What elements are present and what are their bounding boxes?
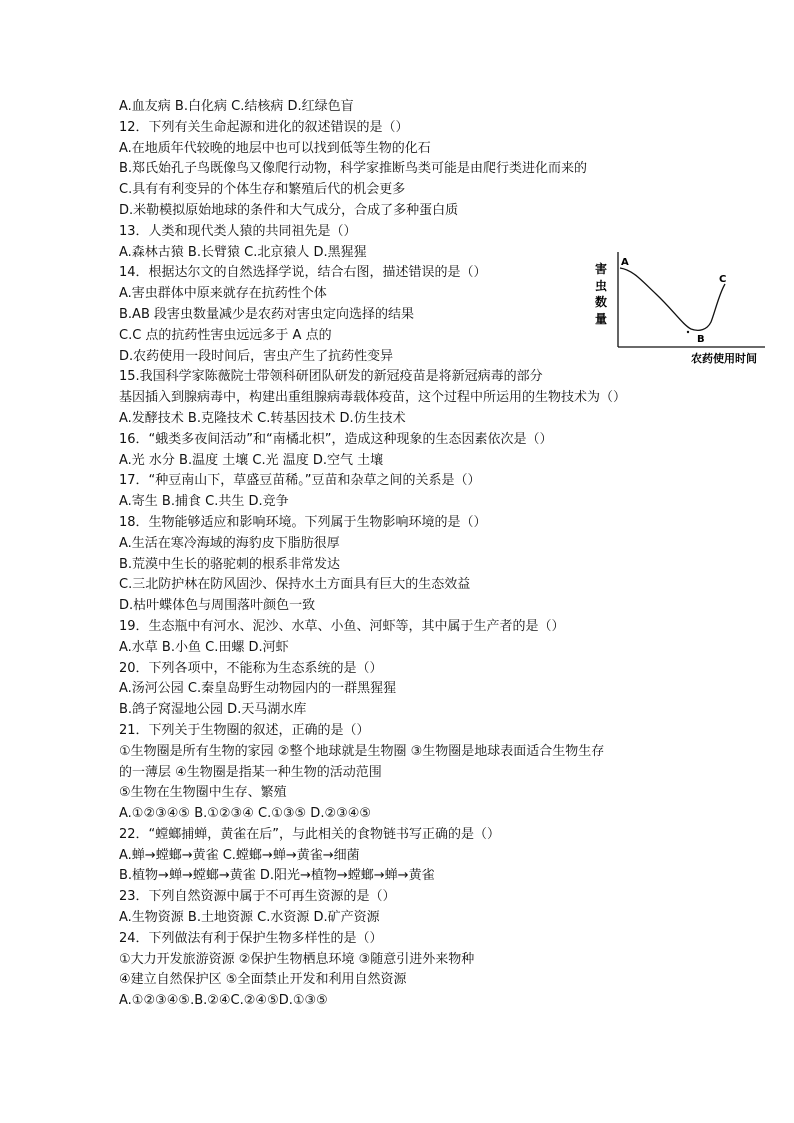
text-line: A.寄生 B.捕食 C.共生 D.竞争 bbox=[119, 494, 289, 510]
text-line: 16．“蛾类多夜间活动”和“南橘北枳”，造成这种现象的生态因素依次是（） bbox=[119, 431, 553, 447]
text-line: 基因插入到腺病毒中，构建出重组腺病毒载体疫苗，这个过程中所运用的生物技术为（） bbox=[119, 390, 627, 406]
text-line: 的一薄层 ④生物圈是指某一种生物的活动范围 bbox=[119, 764, 382, 780]
text-line: 15.我国科学家陈薇院士带领科研团队研发的新冠疫苗是将新冠病毒的部分 bbox=[119, 369, 543, 385]
text-line: 23．下列自然资源中属于不可再生资源的是（） bbox=[119, 889, 396, 905]
text-line: 19．生态瓶中有河水、泥沙、水草、小鱼、河虾等，其中属于生产者的是（） bbox=[119, 618, 565, 634]
text-line: A.水草 B.小鱼 C.田螺 D.河虾 bbox=[119, 639, 289, 655]
text-line: 20．下列各项中，不能称为生态系统的是（） bbox=[119, 660, 383, 676]
text-line: A.在地质年代较晚的地层中也可以找到低等生物的化石 bbox=[119, 140, 431, 156]
point-a-label: A bbox=[621, 257, 629, 268]
text-line: ①大力开发旅游资源 ②保护生物栖息环境 ③随意引进外来物种 bbox=[119, 951, 475, 967]
text-line: C.三北防护林在防风固沙、保持水土方面具有巨大的生态效益 bbox=[119, 577, 471, 593]
text-line: 22．“螳螂捕蝉，黄雀在后”，与此相关的食物链书写正确的是（） bbox=[119, 826, 501, 842]
point-b-dot bbox=[687, 331, 689, 333]
text-line: 21．下列关于生物圈的叙述，正确的是（） bbox=[119, 722, 370, 738]
pest-resistance-graph bbox=[591, 250, 771, 365]
y-axis-label-char-3: 数 bbox=[595, 295, 608, 309]
y-axis-label-char-1: 害 bbox=[595, 262, 608, 276]
text-line: ①生物圈是所有生物的家园 ②整个地球就是生物圈 ③生物圈是地球表面适合生物生存 bbox=[119, 743, 605, 759]
text-line: A.生活在寒冷海域的海豹皮下脂肪很厚 bbox=[119, 535, 340, 551]
text-line: A.生物资源 B.土地资源 C.水资源 D.矿产资源 bbox=[119, 910, 380, 926]
text-line: A.①②③④⑤ B.①②③④ C.①③⑤ D.②③④⑤ bbox=[119, 806, 372, 822]
text-line: A.①②③④⑤.B.②④C.②④⑤D.①③⑤ bbox=[119, 993, 328, 1009]
text-line: B.鸽子窝湿地公园 D.天马湖水库 bbox=[119, 702, 307, 718]
text-line: 12．下列有关生命起源和进化的叙述错误的是（） bbox=[119, 119, 409, 135]
text-line: B.AB 段害虫数量减少是农药对害虫定向选择的结果 bbox=[119, 306, 414, 322]
text-line: D.农药使用一段时间后，害虫产生了抗药性变异 bbox=[119, 348, 394, 364]
text-line: C.C 点的抗药性害虫远远多于 A 点的 bbox=[119, 327, 332, 343]
text-line: 24．下列做法有利于保护生物多样性的是（） bbox=[119, 930, 383, 946]
point-c-label: C bbox=[719, 274, 727, 285]
text-line: B.荒漠中生长的骆驼刺的根系非常发达 bbox=[119, 556, 341, 572]
y-axis-label-char-2: 虫 bbox=[595, 279, 608, 293]
question-text-block bbox=[119, 97, 719, 1012]
point-b-label: B bbox=[697, 334, 705, 345]
text-line: D.枯叶蝶体色与周围落叶颜色一致 bbox=[119, 598, 316, 614]
text-line: A.发酵技术 B.克隆技术 C.转基因技术 D.仿生技术 bbox=[119, 410, 406, 426]
y-axis-label-char-4: 量 bbox=[595, 312, 608, 326]
text-line: A.森林古猿 B.长臂猿 C.北京猿人 D.黑猩猩 bbox=[119, 244, 367, 260]
text-line: B.郑氏始孔子鸟既像鸟又像爬行动物，科学家推断鸟类可能是由爬行类进化而来的 bbox=[119, 161, 588, 177]
text-line: 17．“种豆南山下，草盛豆苗稀。”豆苗和杂草之间的关系是（） bbox=[119, 473, 481, 489]
text-line: A.光 水分 B.温度 土壤 C.光 温度 D.空气 土壤 bbox=[119, 452, 384, 468]
text-line: D.米勒模拟原始地球的条件和大气成分，合成了多种蛋白质 bbox=[119, 202, 459, 218]
text-line: A.血友病 B.白化病 C.结核病 D.红绿色盲 bbox=[119, 99, 354, 114]
text-line: C.具有有利变异的个体生存和繁殖后代的机会更多 bbox=[119, 182, 406, 198]
text-line: ⑤生物在生物圈中生存、繁殖 bbox=[119, 785, 287, 801]
x-axis-label: 农药使用时间 bbox=[691, 352, 757, 365]
text-line: 14．根据达尔文的自然选择学说，结合右图，描述错误的是（） bbox=[119, 265, 487, 281]
text-line: A.蝉→螳螂→黄雀 C.螳螂→蝉→黄雀→细菌 bbox=[119, 847, 360, 863]
population-curve bbox=[620, 268, 725, 330]
text-line: A.害虫群体中原来就存在抗药性个体 bbox=[119, 286, 327, 302]
text-line: A.汤河公园 C.秦皇岛野生动物园内的一群黑猩猩 bbox=[119, 681, 397, 697]
text-line: ④建立自然保护区 ⑤全面禁止开发和利用自然资源 bbox=[119, 972, 407, 988]
text-line: 18．生物能够适应和影响环境。下列属于生物影响环境的是（） bbox=[119, 514, 487, 530]
text-line: B.植物→蝉→螳螂→黄雀 D.阳光→植物→螳螂→蝉→黄雀 bbox=[119, 868, 435, 884]
text-line: 13．人类和现代类人猿的共同祖先是（） bbox=[119, 223, 357, 239]
